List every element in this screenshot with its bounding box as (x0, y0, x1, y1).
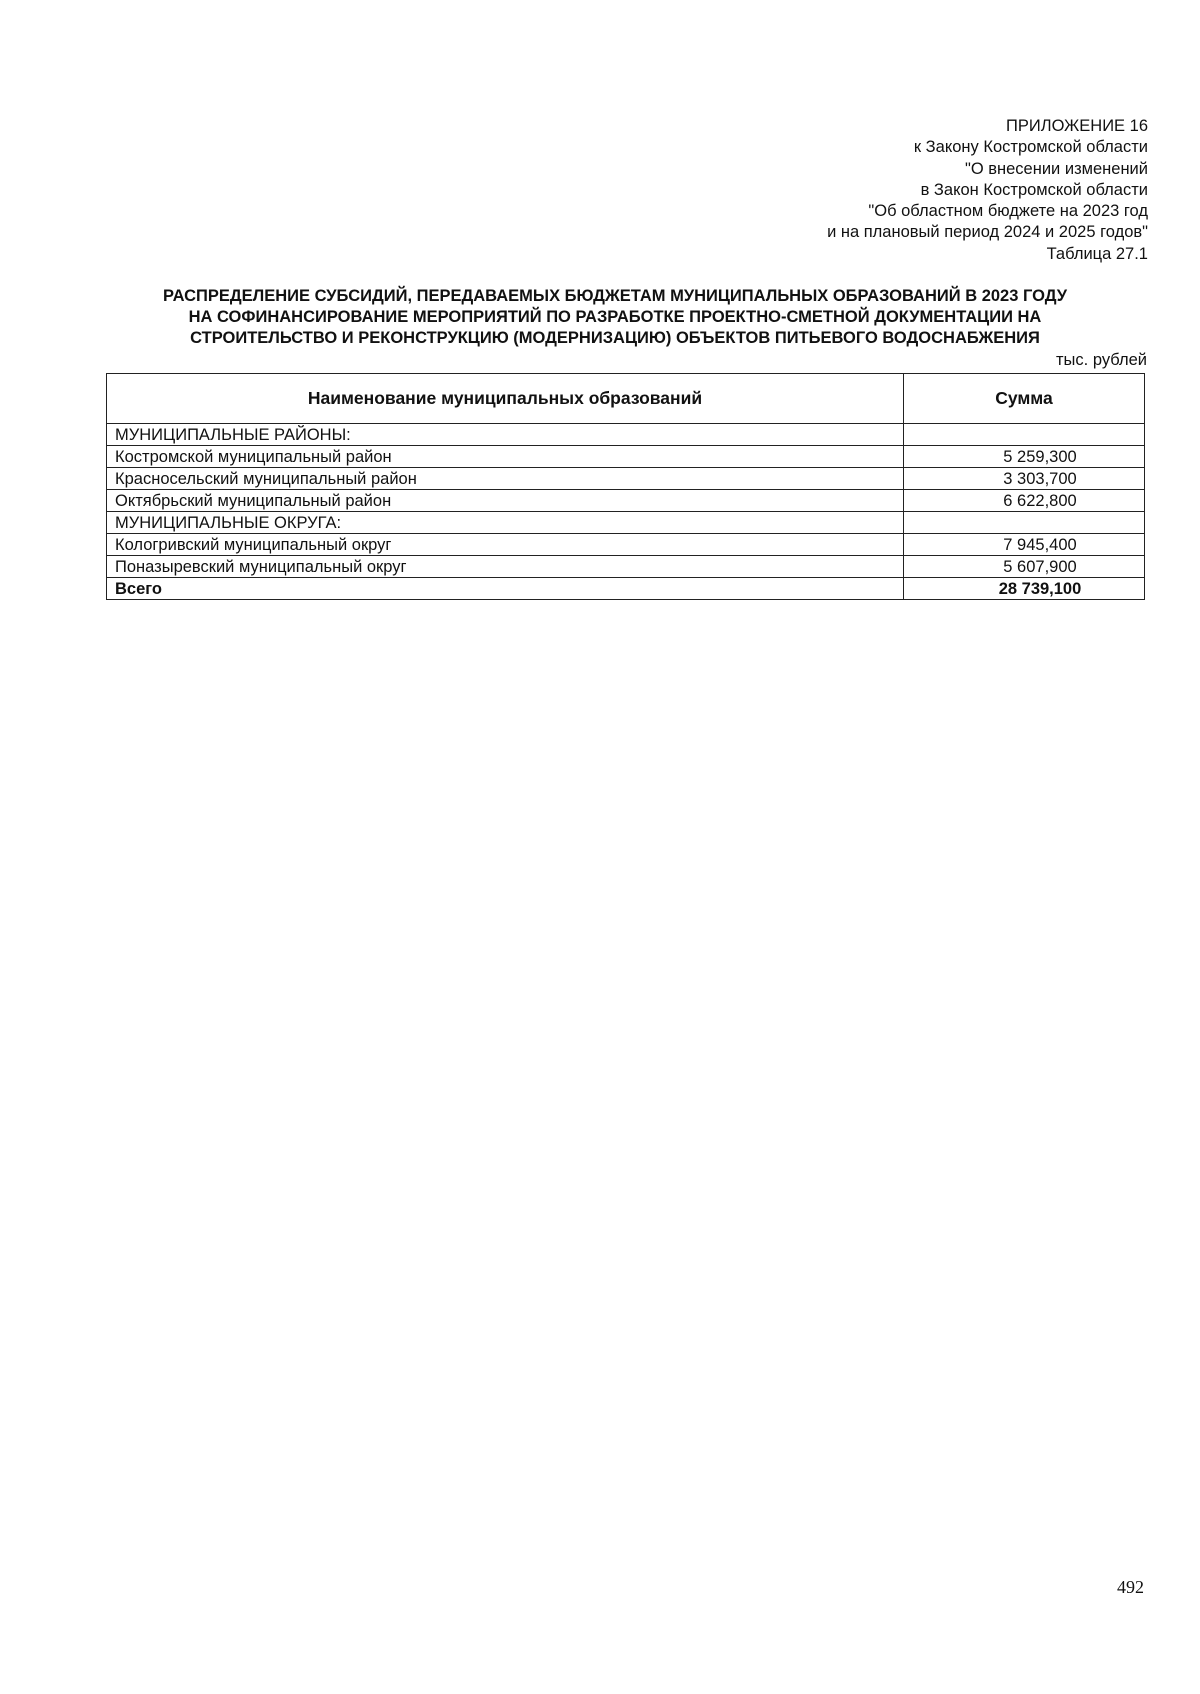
appendix-line: в Закон Костромской области (920, 180, 1148, 199)
row-name: Костромской муниципальный район (107, 446, 904, 468)
title-line: НА СОФИНАНСИРОВАНИЕ МЕРОПРИЯТИЙ ПО РАЗРАБОТКЕ ПРОЕКТНО-СМЕТНОЙ ДОКУМЕНТАЦИИ НА (188, 308, 1042, 326)
appendix-line: к Закону Костромской области (913, 138, 1148, 157)
appendix-line: "Об областном бюджете на 2023 год (868, 202, 1148, 221)
row-sum: 5 607,900 (904, 556, 1145, 578)
row-name: МУНИЦИПАЛЬНЫЕ РАЙОНЫ: (107, 424, 904, 446)
row-sum: 3 303,700 (904, 468, 1145, 490)
table-row (107, 534, 1145, 556)
header-name: Наименование муниципальных образований (107, 374, 904, 424)
document-title (100, 286, 1130, 349)
table-row (107, 512, 1145, 534)
units-label: тыс. рублей (1056, 351, 1147, 369)
title-line: СТРОИТЕЛЬСТВО И РЕКОНСТРУКЦИЮ (МОДЕРНИЗАЦИЮ) ОБЪЕКТОВ ПИТЬЕВОГО ВОДОСНАБЖЕНИЯ (190, 329, 1040, 347)
table-row (107, 468, 1145, 490)
row-name: МУНИЦИПАЛЬНЫЕ ОКРУГА: (107, 512, 904, 534)
row-sum: 5 259,300 (904, 446, 1145, 468)
table-row (107, 556, 1145, 578)
header-sum: Сумма (904, 374, 1145, 424)
row-name: Кологривский муниципальный округ (107, 534, 904, 556)
subsidy-table (106, 373, 1145, 600)
row-sum (904, 512, 1145, 534)
row-name: Октябрьский муниципальный район (107, 490, 904, 512)
title-line: РАСПРЕДЕЛЕНИЕ СУБСИДИЙ, ПЕРЕДАВАЕМЫХ БЮДЖЕТАМ МУНИЦИПАЛЬНЫХ ОБРАЗОВАНИЙ В 2023 ГОДУ (163, 287, 1067, 305)
page-number: 492 (1117, 1577, 1144, 1597)
appendix-line: и на плановый период 2024 и 2025 годов" (827, 223, 1148, 242)
total-name: Всего (107, 578, 904, 600)
total-sum: 28 739,100 (904, 578, 1145, 600)
table-row (107, 424, 1145, 446)
appendix-line: ПРИЛОЖЕНИЕ 16 (1006, 117, 1148, 135)
appendix-header (648, 116, 1148, 265)
total-row (107, 578, 1145, 600)
row-sum: 7 945,400 (904, 534, 1145, 556)
row-sum (904, 424, 1145, 446)
table-row (107, 490, 1145, 512)
table-row (107, 446, 1145, 468)
table-number: Таблица 27.1 (1046, 244, 1148, 263)
table-header-row (107, 374, 1145, 424)
row-name: Красносельский муниципальный район (107, 468, 904, 490)
appendix-line: "О внесении изменений (964, 159, 1148, 178)
row-sum: 6 622,800 (904, 490, 1145, 512)
row-name: Поназыревский муниципальный округ (107, 556, 904, 578)
